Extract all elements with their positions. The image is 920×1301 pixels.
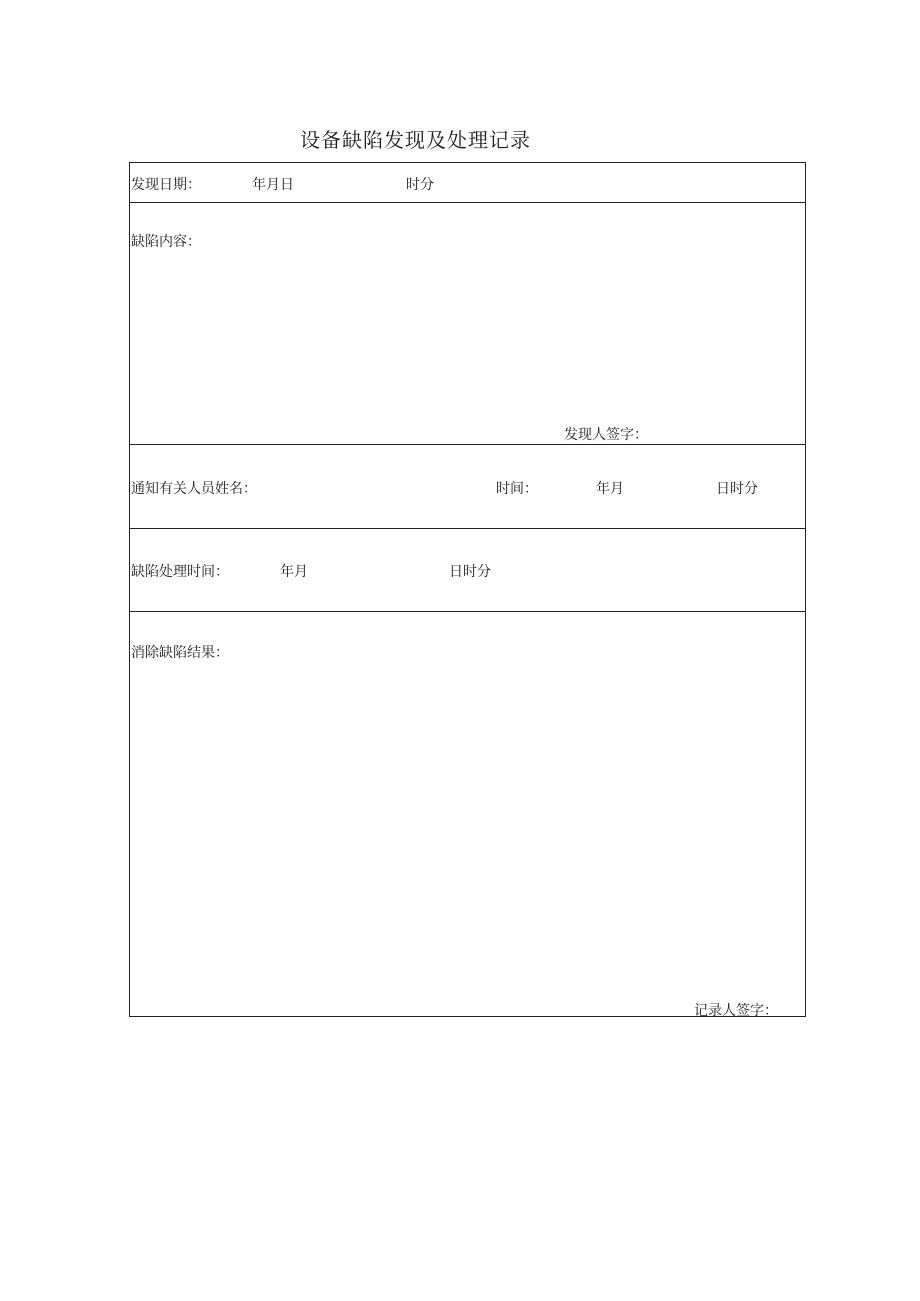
document-title: 设备缺陷发现及处理记录 (300, 128, 531, 152)
discovery-date-ymd: 年月日 (252, 177, 294, 193)
defect-content-label: 缺陷内容： (131, 234, 201, 250)
discoverer-signature-label: 发现人签字： (564, 427, 648, 443)
elimination-result-row (130, 612, 805, 1019)
defect-content-row (130, 203, 805, 445)
notify-time-label: 时间： (496, 481, 538, 497)
elimination-result-label: 消除缺陷结果： (131, 645, 229, 661)
notify-dhm: 日时分 (716, 481, 758, 497)
notify-label: 通知有关人员姓名： (131, 481, 257, 497)
defect-record-form (129, 162, 806, 1017)
handling-time-label: 缺陷处理时间： (131, 564, 229, 580)
discovery-date-row (130, 163, 805, 203)
handling-time-dhm: 日时分 (449, 564, 491, 580)
discovery-date-label: 发现日期： (131, 177, 201, 193)
discovery-date-hm: 时分 (406, 177, 434, 193)
handling-time-ym: 年月 (280, 564, 308, 580)
handling-time-row (130, 529, 805, 612)
recorder-signature-label: 记录人签字： (694, 1003, 778, 1019)
notify-ym: 年月 (596, 481, 624, 497)
notify-row (130, 445, 805, 529)
